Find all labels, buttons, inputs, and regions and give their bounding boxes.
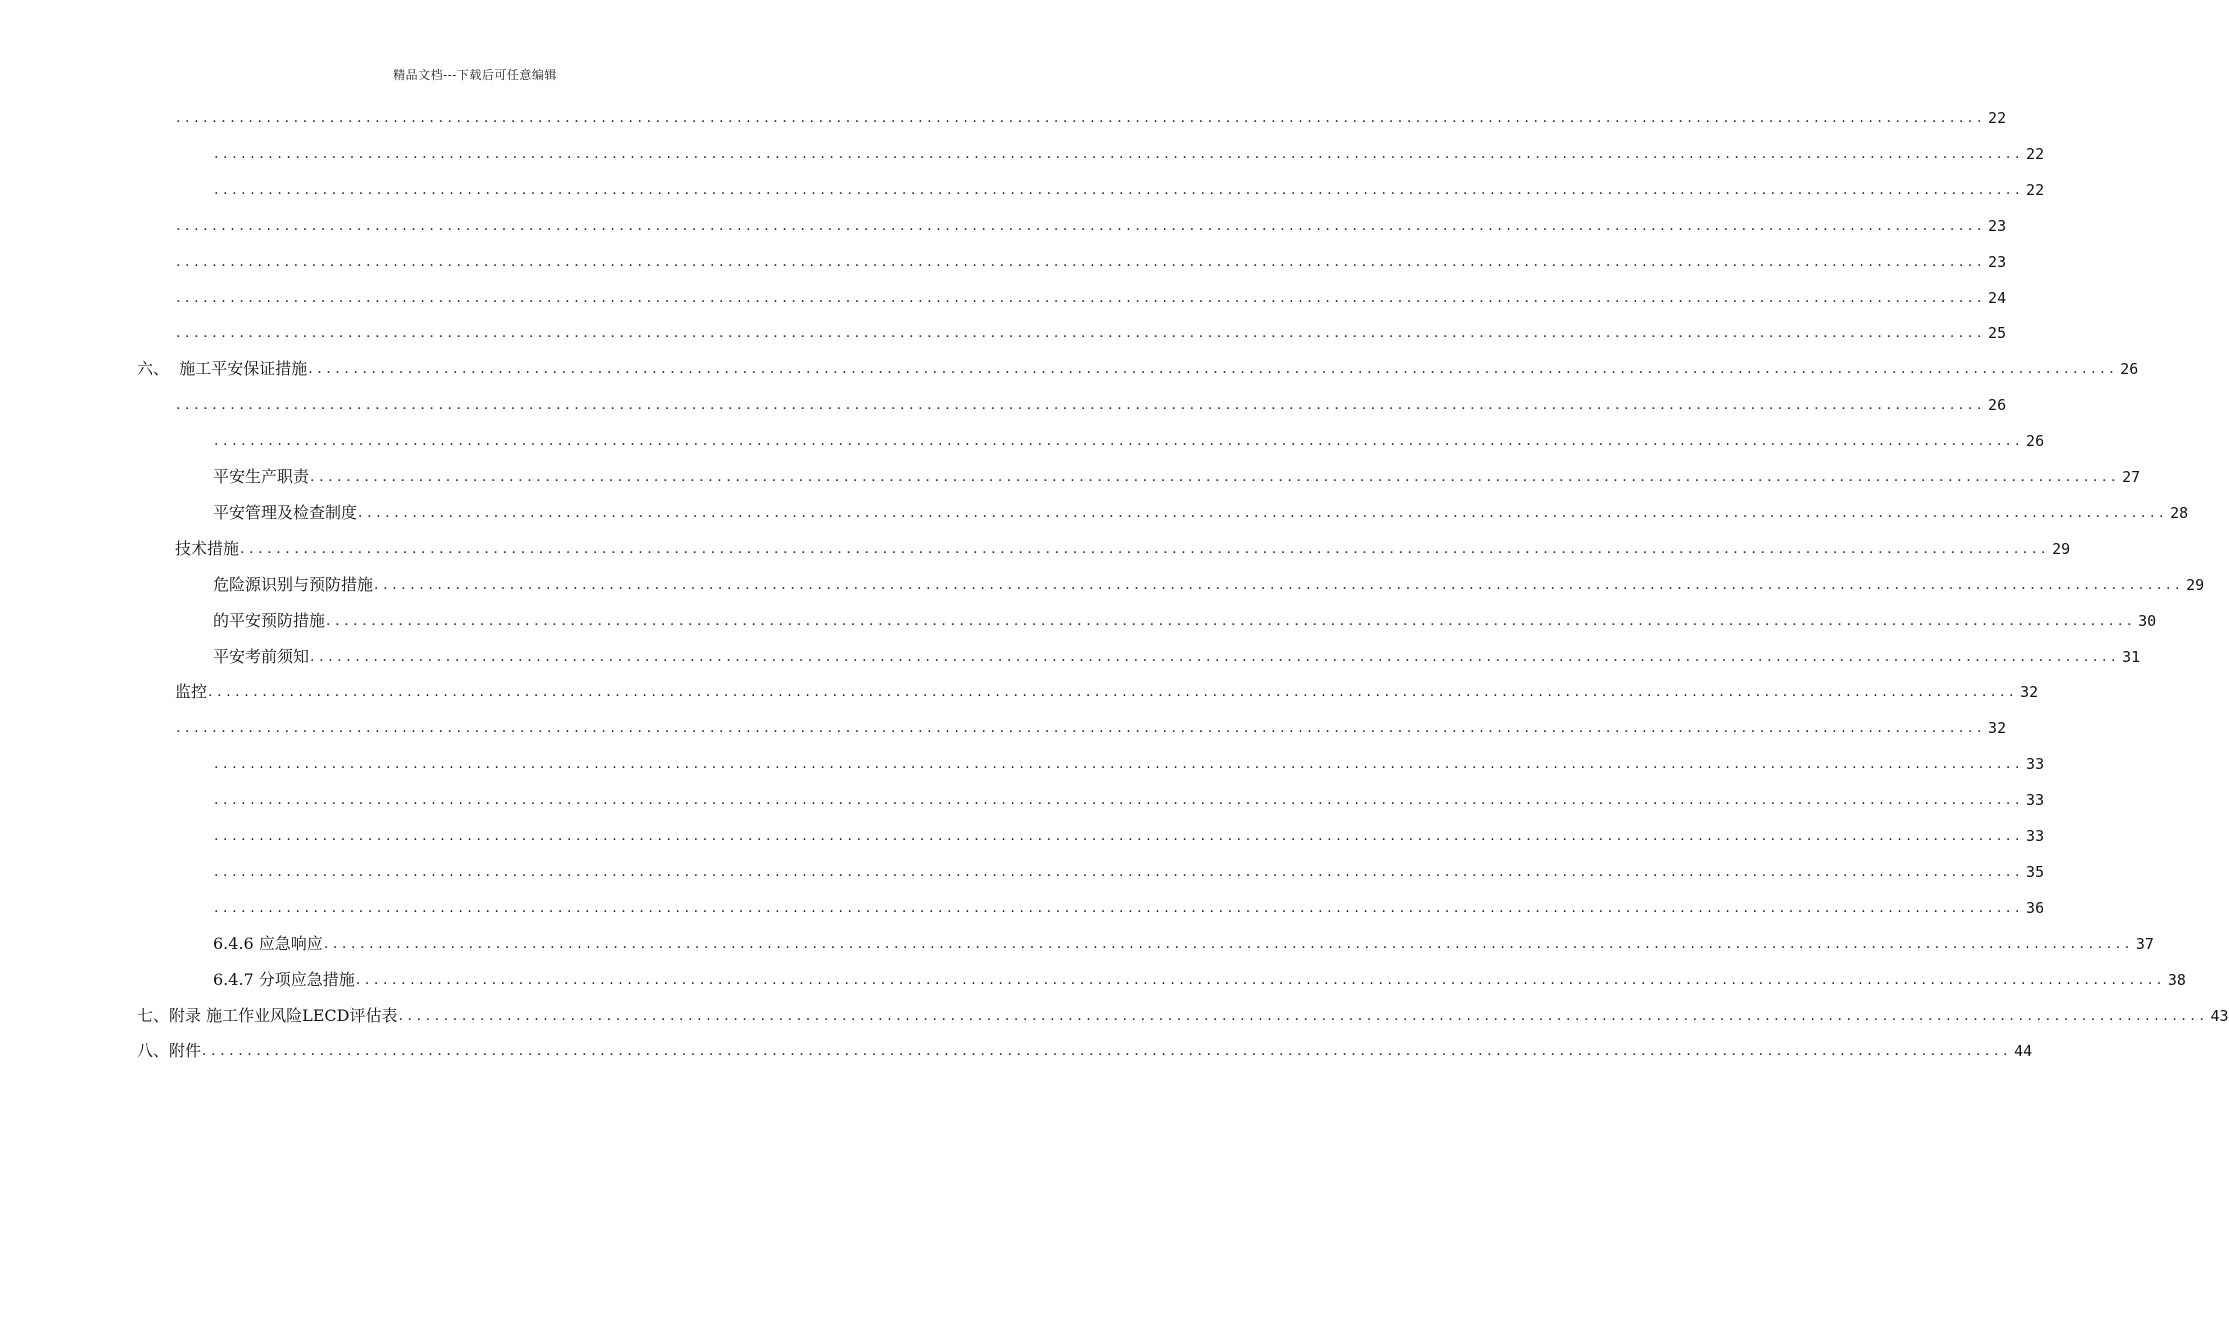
toc-dot-leader: ........................................................................................................................................................................................................ [355,971,2166,988]
toc-page-number: 23 [1988,216,2007,235]
toc-page-number: 23 [1988,252,2007,271]
toc-dot-leader: ........................................................................................................................................................................................................ [214,756,2025,773]
toc-entry-title: 平安考前须知 [213,646,310,666]
toc-dot-leader: ........................................................................................................................................................................................................ [326,612,2137,629]
toc-entry[interactable] [175,672,2039,702]
toc-dot-leader: ........................................................................................................................................................................................................ [323,935,2134,952]
toc-entry-number: 六、 [137,359,180,379]
toc-dot-leader: ........................................................................................................................................................................................................ [310,648,2121,665]
toc-entry-number: 6.4.7 [213,969,259,989]
toc-entry[interactable] [175,206,2007,236]
toc-entry[interactable] [213,816,2045,846]
toc-page-number: 37 [2135,934,2154,953]
toc-dot-leader: ........................................................................................................................................................................................................ [374,576,2185,593]
toc-entry[interactable] [175,98,2007,128]
toc-entry[interactable] [213,852,2045,882]
toc-dot-leader: ........................................................................................................................................................................................................ [176,110,1987,126]
toc-entry[interactable] [175,708,2007,738]
toc-page-number: 22 [2026,180,2045,199]
toc-dot-leader: ........................................................................................................................................................................................................ [214,863,2025,880]
toc-entry-title: 平安生产职责 [213,467,310,486]
toc-page-number: 26 [1988,396,2007,415]
toc-page-number: 22 [1988,109,2007,127]
toc-dot-leader: ........................................................................................................................................................................................................ [176,217,1987,234]
toc-dot-leader: ........................................................................................................................................................................................................ [240,540,2051,557]
toc-entry-number: 6.4.6 [213,933,259,953]
toc-page-number: 29 [2052,539,2071,558]
toc-dot-leader: ........................................................................................................................................................................................................ [208,684,2019,701]
toc-entry-title: 附录 施工作业风险LECD评估表 [169,1005,398,1025]
toc-dot-leader: ........................................................................................................................................................................................................ [214,828,2025,844]
toc-dot-leader: ........................................................................................................................................................................................................ [358,504,2169,521]
toc-dot-leader: ........................................................................................................................................................................................................ [310,469,2121,485]
toc-page-number: 36 [2026,898,2045,917]
toc-entry[interactable] [175,385,2007,415]
toc-entry[interactable] [213,601,2157,631]
toc-entry-title: 危险源识别与预防措施 [213,574,374,594]
toc-entry[interactable] [213,421,2045,451]
toc-page-number: 33 [2026,791,2045,810]
toc-page-number: 32 [1988,719,2007,738]
toc-entry[interactable] [213,744,2045,774]
toc-entry[interactable] [213,924,2154,954]
toc-dot-leader: ........................................................................................................................................................................................................ [214,145,2025,162]
toc-page-number: 31 [2122,647,2141,666]
toc-entry[interactable] [213,637,2141,667]
toc-entry-number: 八、 [137,1041,170,1061]
toc-page-number: 24 [1988,288,2007,307]
toc-page-number: 28 [2170,503,2189,522]
toc-entry-number: 七、 [137,1005,170,1025]
toc-dot-leader: ........................................................................................................................................................................................................ [214,181,2025,198]
toc-dot-leader: ........................................................................................................................................................................................................ [214,433,2025,450]
toc-page-number: 35 [2026,862,2045,881]
toc-page-number: 30 [2138,611,2157,630]
toc-entry[interactable] [213,457,2141,487]
toc-page-number: 26 [2026,432,2045,451]
toc-entry[interactable] [175,529,2071,559]
toc-entry[interactable] [213,960,2186,990]
toc-page-number: 38 [2167,970,2186,989]
toc-dot-leader: ........................................................................................................................................................................................................ [214,792,2025,809]
toc-entry-title: 的平安预防措施 [213,610,326,630]
toc-entry[interactable] [175,242,2007,272]
toc-entry[interactable] [175,278,2007,308]
toc-page-number: 33 [2026,755,2045,774]
toc-entry-title: 附件 [169,1041,202,1061]
toc-entry-title: 监控 [175,682,208,702]
toc-entry[interactable] [213,134,2045,164]
toc-entry-title: 平安管理及检查制度 [213,502,358,522]
toc-dot-leader: ........................................................................................................................................................................................................ [398,1007,2209,1024]
toc-dot-leader: ........................................................................................................................................................................................................ [176,289,1987,306]
toc-entry-title: 施工平安保证措施 [179,359,308,379]
toc-page-number: 26 [2120,360,2139,379]
toc-entry-title: 应急响应 [258,933,323,953]
toc-entry[interactable] [137,1031,2033,1061]
toc-page-number: 32 [2020,683,2039,702]
toc-dot-leader: ........................................................................................................................................................................................................ [214,899,2025,916]
toc-entry-title: 技术措施 [175,538,240,558]
toc-dot-leader: ........................................................................................................................................................................................................ [176,253,1987,270]
toc-entry[interactable] [175,313,2007,343]
toc-dot-leader: ........................................................................................................................................................................................................ [202,1043,2013,1060]
toc-entry[interactable] [213,170,2045,200]
toc-entry[interactable] [213,565,2205,595]
toc-page-number: 33 [2026,827,2045,845]
toc-entry[interactable] [137,996,2229,1026]
toc-page-number: 27 [2122,468,2141,486]
page-header: 精品文档---下载后可任意编辑 [393,68,557,82]
toc-entry[interactable] [213,780,2045,810]
toc-entry[interactable] [213,493,2189,523]
toc-entry[interactable] [137,349,2139,379]
toc-page-number: 44 [2014,1042,2033,1061]
toc-page-number: 25 [1988,324,2007,343]
toc-dot-leader: ........................................................................................................................................................................................................ [308,361,2119,378]
toc-dot-leader: ........................................................................................................................................................................................................ [176,325,1987,342]
toc-page-number: 22 [2026,144,2045,163]
toc-entry[interactable] [213,888,2045,918]
toc-page-number: 43 [2210,1006,2229,1025]
toc-page-number: 29 [2186,575,2205,594]
toc-dot-leader: ........................................................................................................................................................................................................ [176,720,1987,737]
toc-dot-leader: ........................................................................................................................................................................................................ [176,397,1987,414]
toc-entry-title: 分项应急措施 [258,969,355,989]
